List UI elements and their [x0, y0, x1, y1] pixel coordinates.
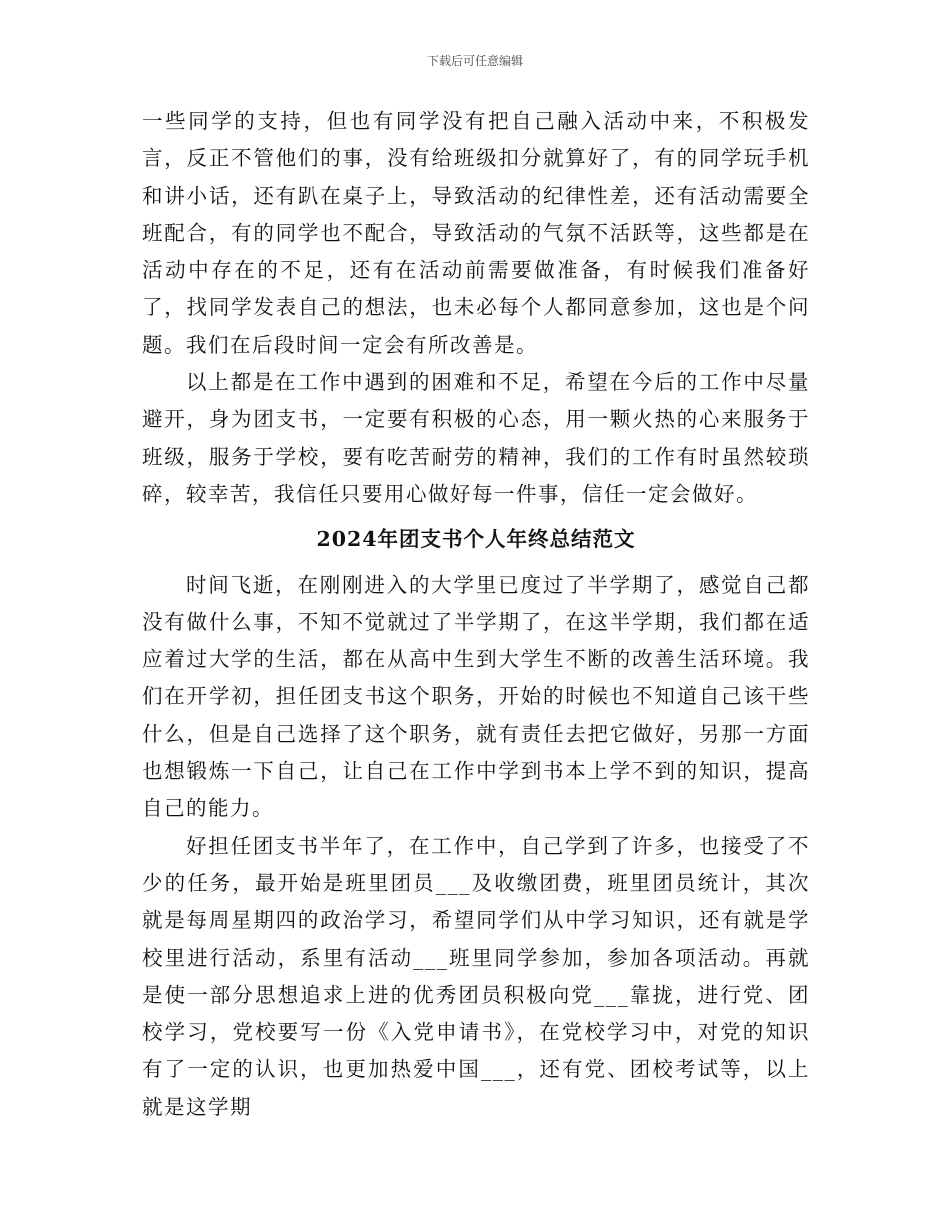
paragraph-intro: 时间飞逝，在刚刚进入的大学里已度过了半学期了，感觉自己都没有做什么事，不知不觉就过了半学期了，在这半学期，我们都在适应着过大学的生活，都在从高中生到大学生不断的改善生活环境。我们在开学初，担任团支书这个职务，开始的时候也不知道自己该干些什么，但是自己选择了这个职务，就有责任去把它做好，另那一方面也想锻炼一下自己，让自己在工作中学到书本上学不到的知识，提高自己的能力。 — [142, 572, 810, 821]
page-header-note: 下载后可任意编辑 — [426, 54, 523, 68]
paragraph-work-experience: 好担任团支书半年了，在工作中，自己学到了许多，也接受了不少的任务，最开始是班里团员___及收缴团费，班里团员统计，其次就是每周星期四的政治学习，希望同学们从中学习知识，还有就是学校里进行活动，系里有活动___班里同学参加，参加各项活动。再就是使一部分思想追求上进的优秀团员积极向党___靠拢，进行党、团校学习，党校要写一份《入党申请书》，在党校学习中，对党的知识有了一定的认识，也更加热爱中国___，还有党、团校考试等，以上就是这学期 — [142, 833, 810, 1119]
section-title: 2024年团支书个人年终总结范文 — [316, 527, 636, 552]
paragraph-continuation: 一些同学的支持，但也有同学没有把自己融入活动中来，不积极发言，反正不管他们的事，没有给班级扣分就算好了，有的同学玩手机和讲小话，还有趴在桌子上，导致活动的纪律性差，还有活动需要全班配合，有的同学也不配合，导致活动的气氛不活跃等，这些都是在活动中存在的不足，还有在活动前需要做准备，有时候我们准备好了，找同学发表自己的想法，也未必每个人都同意参加，这也是个问题。我们在后段时间一定会有所改善是。 — [142, 109, 810, 357]
document-body — [142, 103, 810, 1126]
paragraph-difficulties-summary: 以上都是在工作中遇到的困难和不足，希望在今后的工作中尽量避开，身为团支书，一定要有积极的心态，用一颗火热的心来服务于班级，服务于学校，要有吃苦耐劳的精神，我们的工作有时虽然较琐碎，较幸苦，我信任只要用心做好每一件事，信任一定会做好。 — [142, 370, 810, 506]
